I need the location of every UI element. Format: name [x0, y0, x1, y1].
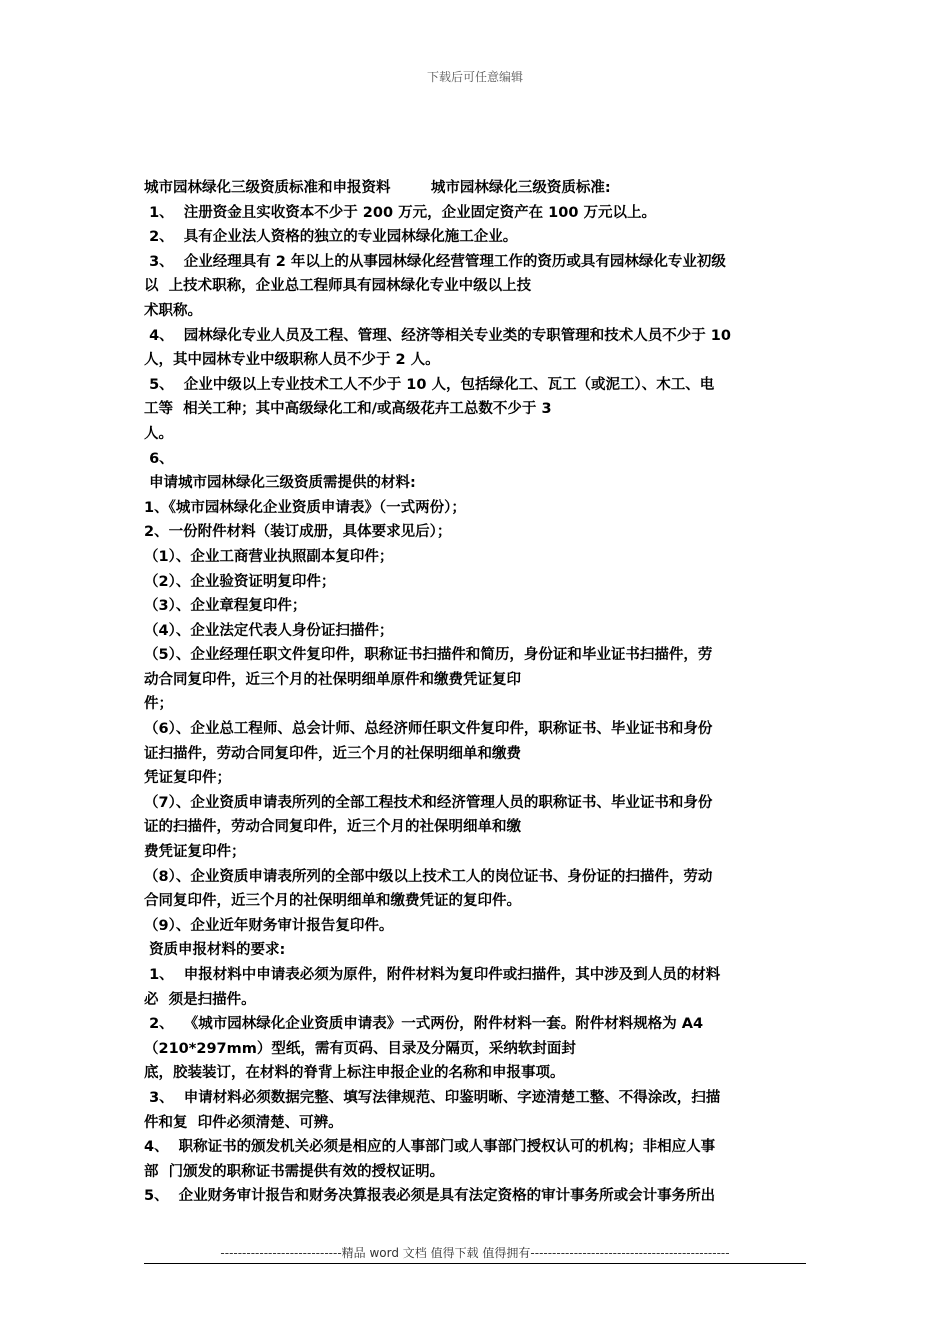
- text-line: 4、 园林绿化专业人员及工程、管理、经济等相关专业类的专职管理和技术人员不少于 10: [144, 327, 731, 344]
- text-line: 证的扫描件，劳动合同复印件，近三个月的社保明细单和缴: [144, 819, 521, 836]
- text-line: 工等 相关工种；其中高级绿化工和/或高级花卉工总数不少于 3: [144, 401, 552, 418]
- text-line: 4、 职称证书的颁发机关必须是相应的人事部门或人事部门授权认可的机构；非相应人事: [144, 1139, 716, 1156]
- text-line: 件和复 印件必须清楚、可辨。: [144, 1114, 343, 1131]
- text-line: 城市园林绿化三级资质标准和申报资料 城市园林绿化三级资质标准:: [144, 180, 611, 196]
- document-body: [144, 176, 812, 1209]
- text-line: 部 门颁发的职称证书需提供有效的授权证明。: [144, 1163, 445, 1180]
- text-line: 3、 申请材料必须数据完整、填写法律规范、印鉴明晰、字迹清楚工整、不得涂改，扫描: [144, 1089, 721, 1106]
- text-line: （1）、企业工商营业执照副本复印件；: [144, 548, 394, 565]
- text-line: 以 上技术职称，企业总工程师具有园林绿化专业中级以上技: [144, 278, 532, 295]
- text-line: （5）、企业经理任职文件复印件，职称证书扫描件和简历，身份证和毕业证书扫描件，劳: [144, 647, 713, 664]
- text-line: （6）、企业总工程师、总会计师、总经济师任职文件复印件，职称证书、毕业证书和身份: [144, 721, 713, 738]
- text-line: （8）、企业资质申请表所列的全部中级以上技术工人的岗位证书、身份证的扫描件，劳动: [144, 868, 713, 885]
- text-line: 人，其中园林专业中级职称人员不少于 2 人。: [144, 352, 440, 369]
- text-line: 凭证复印件；: [144, 770, 231, 787]
- text-line: （2）、企业验资证明复印件；: [144, 573, 336, 590]
- text-line: （9）、企业近年财务审计报告复印件。: [144, 917, 394, 934]
- footer-rule: [144, 1263, 806, 1264]
- text-line: 合同复印件，近三个月的社保明细单和缴费凭证的复印件。: [144, 893, 521, 910]
- text-line: 证扫描件，劳动合同复印件，近三个月的社保明细单和缴费: [144, 745, 521, 762]
- text-line: （210*297mm）型纸，需有页码、目录及分隔页，采纳软封面封: [144, 1040, 576, 1057]
- text-line: 资质申报材料的要求:: [144, 942, 286, 959]
- text-line: 术职称。: [144, 302, 202, 319]
- text-line: 1、《城市园林绿化企业资质申请表》（一式两份）；: [144, 499, 466, 516]
- text-line: 5、 企业财务审计报告和财务决算报表必须是具有法定资格的审计事务所或会计事务所出: [144, 1188, 716, 1205]
- text-line: （4）、企业法定代表人身份证扫描件；: [144, 622, 394, 639]
- text-line: 2、一份附件材料（装订成册，具体要求见后）；: [144, 524, 452, 541]
- text-line: （7）、企业资质申请表所列的全部工程技术和经济管理人员的职称证书、毕业证书和身份: [144, 794, 713, 811]
- page-header: 下载后可任意编辑: [426, 70, 523, 84]
- text-line: 件；: [144, 696, 173, 713]
- text-line: 底，胶装装订，在材料的脊背上标注申报企业的名称和申报事项。: [144, 1065, 565, 1082]
- text-line: 3、 企业经理具有 2 年以上的从事园林绿化经营管理工作的资历或具有园林绿化专业初级: [144, 253, 726, 270]
- text-line: 2、 《城市园林绿化企业资质申请表》一式两份，附件材料一套。附件材料规格为 A4: [144, 1016, 704, 1033]
- text-line: 人。: [144, 425, 173, 442]
- text-line: 6、: [144, 450, 174, 467]
- text-line: 1、 注册资金且实收资本不少于 200 万元，企业固定资产在 100 万元以上。: [144, 204, 656, 221]
- text-line: 申请城市园林绿化三级资质需提供的材料:: [144, 475, 416, 492]
- text-line: 动合同复印件，近三个月的社保明细单原件和缴费凭证复印: [144, 671, 521, 688]
- text-line: 2、 具有企业法人资格的独立的专业园林绿化施工企业。: [144, 229, 518, 246]
- text-line: 5、 企业中级以上专业技术工人不少于 10 人，包括绿化工、瓦工（或泥工）、木工、电: [144, 376, 715, 393]
- page-footer: ----------------------------精品 word 文档 值得下载 值得拥有----------------------------------------------: [220, 1246, 730, 1260]
- text-line: 费凭证复印件；: [144, 844, 246, 861]
- text-line: 必 须是扫描件。: [144, 991, 256, 1008]
- text-line: 1、 申报材料中申请表必须为原件，附件材料为复印件或扫描件，其中涉及到人员的材料: [144, 967, 721, 983]
- text-line: （3）、企业章程复印件；: [144, 598, 307, 615]
